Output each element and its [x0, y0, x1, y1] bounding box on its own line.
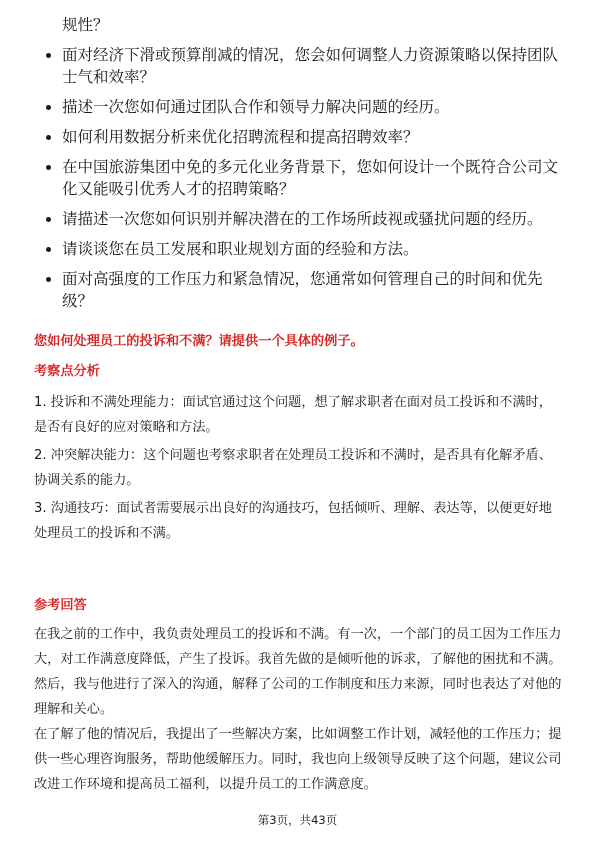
list-item-text: 请描述一次您如何识别并解决潜在的工作场所歧视或骚扰问题的经历。: [62, 210, 543, 228]
analysis-point: 2. 冲突解决能力：这个问题也考察求职者在处理员工投诉和不满时，是否具有化解矛盾、协调关系的能力。: [34, 448, 552, 488]
list-item-text: 描述一次您如何通过团队合作和领导力解决问题的经历。: [62, 98, 450, 116]
answer-heading: 参考回答: [34, 598, 87, 613]
analysis-point: 1. 投诉和不满处理能力：面试官通过这个问题，想了解求职者在面对员工投诉和不满时，是否有良好的应对策略和方法。: [34, 395, 552, 435]
analysis-point: 3. 沟通技巧：面试者需要展示出良好的沟通技巧，包括倾听、理解、表达等，以便更好地处理员工的投诉和不满。: [34, 501, 552, 541]
list-item: [46, 268, 566, 312]
list-item: [46, 208, 566, 230]
page-number: 第3页，共43页: [257, 813, 338, 827]
bullet-icon: [46, 105, 51, 110]
question-bullet-list: [46, 14, 566, 320]
list-item-text: 请谈谈您在员工发展和职业规划方面的经验和方法。: [62, 240, 419, 258]
list-item-text: 如何利用数据分析来优化招聘流程和提高招聘效率？: [62, 128, 419, 146]
bullet-icon: [46, 135, 51, 140]
list-item-text: 面对高强度的工作压力和紧急情况，您通常如何管理自己的时间和优先级？: [62, 270, 543, 310]
list-item: [46, 96, 566, 118]
answer-paragraph: 在我之前的工作中，我负责处理员工的投诉和不满。有一次，一个部门的员工因为工作压力大，对工作满意度降低，产生了投诉。我首先做的是倾听他的诉求，了解他的困扰和不满。然后，我与他进行了深入的沟通，解释了公司的工作制度和压力来源，同时也表达了对他的理解和关心。: [34, 627, 562, 717]
analysis-heading: 考察点分析: [34, 364, 100, 379]
list-item-text: 在中国旅游集团中免的多元化业务背景下，您如何设计一个既符合公司文化又能吸引优秀人才的招聘策略？: [62, 158, 559, 198]
list-item: [46, 156, 566, 200]
answer-body: [34, 622, 564, 797]
bullet-icon: [46, 247, 51, 252]
list-item: [46, 126, 566, 148]
list-item-continuation: 规性？: [62, 16, 109, 34]
bullet-icon: [46, 277, 51, 282]
bullet-icon: [46, 165, 51, 170]
interview-question: 您如何处理员工的投诉和不满？请提供一个具体的例子。: [34, 334, 364, 349]
bullet-icon: [46, 53, 51, 58]
list-item: [46, 238, 566, 260]
answer-paragraph: 在了解了他的情况后，我提出了一些解决方案，比如调整工作计划，减轻他的工作压力；提供一些心理咨询服务，帮助他缓解压力。同时，我也向上级领导反映了这个问题，建议公司改进工作环境和提高员工福利，以提升员工的工作满意度。: [34, 727, 562, 792]
bullet-icon: [46, 217, 51, 222]
list-item-text: 面对经济下滑或预算削减的情况，您会如何调整人力资源策略以保持团队士气和效率？: [62, 46, 559, 86]
analysis-points: [34, 390, 564, 549]
list-item: [46, 44, 566, 88]
